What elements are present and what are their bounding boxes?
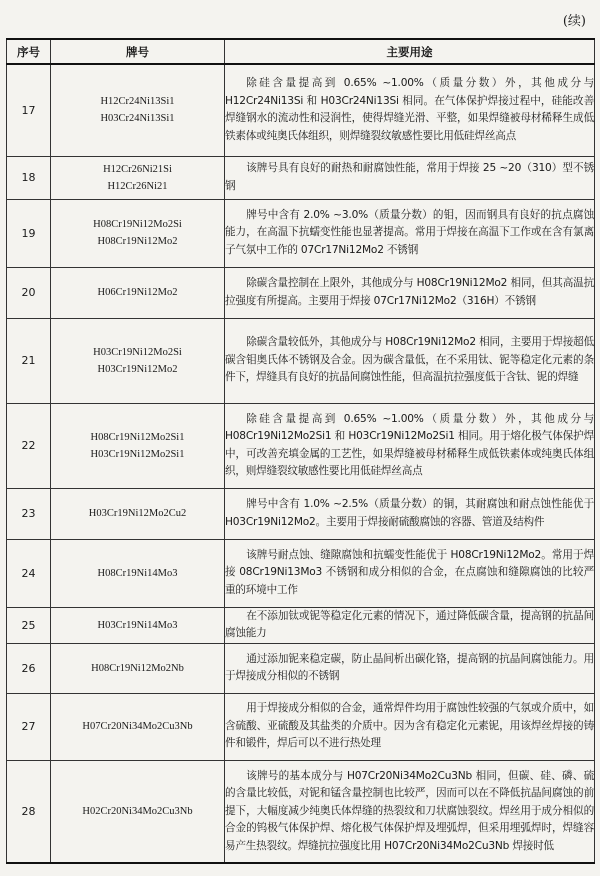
row-number: 26 [7, 643, 51, 693]
header-no: 序号 [7, 39, 51, 64]
grade-cell [51, 643, 225, 693]
usage-cell [225, 318, 595, 403]
usage-cell [225, 267, 595, 318]
table-row [7, 403, 595, 488]
usage-text: 除硅含量提高到 0.65% ~1.00%（质量分数）外，其他成分与H08Cr19Ni12Mo2Si1 和 H03Cr19Ni12Mo2Si1 相同。用于熔化极气体保护焊中，可改善充填金属的工艺性，如果焊缝被母材稀释生成低铁素体或纯奥氏体组织，则焊缝裂纹敏感性要比用低硅焊丝高点 [225, 412, 594, 477]
usage-cell [225, 64, 595, 156]
grade-name: H12Cr26Ni21Si [103, 163, 172, 175]
table-row [7, 539, 595, 607]
usage-cell [225, 488, 595, 539]
row-number: 25 [7, 607, 51, 643]
table-row [7, 199, 595, 267]
header-use: 主要用途 [225, 39, 595, 64]
header-grade: 牌号 [51, 39, 225, 64]
grade-cell [51, 693, 225, 760]
grade-name: H08Cr19Ni12Mo2Si1 [90, 431, 185, 443]
welding-wire-table [6, 38, 595, 864]
grade-name: H08Cr19Ni12Mo2Si [93, 219, 182, 230]
grade-name: H08Cr19Ni12Mo2Nb [91, 662, 184, 674]
grade-name: H03Cr24Ni13Si1 [100, 113, 175, 125]
grade-cell [51, 607, 225, 643]
grade-name: H12Cr26Ni21 [107, 180, 168, 192]
grade-cell [51, 199, 225, 267]
row-number: 22 [7, 403, 51, 488]
table-row [7, 760, 595, 863]
table-row [7, 318, 595, 403]
grade-name: H12Cr24Ni13Si1 [100, 96, 175, 108]
usage-text: 通过添加铌来稳定碳，防止晶间析出碳化铬，提高钢的抗晶间腐蚀能力。用于焊接成分相似的不锈钢 [225, 652, 594, 682]
usage-cell [225, 199, 595, 267]
grade-name: H03Cr19Ni12Mo2Cu2 [88, 508, 187, 519]
row-number: 20 [7, 267, 51, 318]
row-number: 24 [7, 539, 51, 607]
row-number: 28 [7, 760, 51, 863]
usage-text: 该牌号耐点蚀、缝隙腐蚀和抗蠕变性能优于 H08Cr19Ni12Mo2。常用于焊接 08Cr19Ni13Mo3 不锈钢和成分相似的合金，在点腐蚀和缝隙腐蚀的比较严重的环境中工作 [225, 548, 594, 596]
usage-cell [225, 607, 595, 643]
usage-text: 在不添加钛或铌等稳定化元素的情况下，通过降低碳含量，提高钢的抗晶间腐蚀能力 [225, 609, 594, 639]
row-number: 23 [7, 488, 51, 539]
usage-text: 该牌号具有良好的耐热和耐腐蚀性能，常用于焊接 25 ~20（310）型不锈钢 [225, 162, 594, 192]
grade-name: H03Cr19Ni12Mo2Si1 [90, 448, 185, 460]
row-number: 27 [7, 693, 51, 760]
usage-text: 用于焊接成分相似的合金，通常焊件均用于腐蚀性较强的气氛或介质中，如含硫酸、亚硫酸及其盐类的介质中。因为含有稳定化元素铌，用该焊丝焊接的铸件和锻件，焊后可以不进行热处理 [225, 702, 594, 750]
table-row [7, 643, 595, 693]
usage-cell [225, 693, 595, 760]
row-number: 19 [7, 199, 51, 267]
grade-cell [51, 488, 225, 539]
grade-name: H07Cr20Ni34Mo2Cu3Nb [82, 721, 193, 732]
grade-cell [51, 267, 225, 318]
grade-cell [51, 760, 225, 863]
grade-name: H03Cr19Ni14Mo3 [97, 619, 178, 631]
grade-cell [51, 403, 225, 488]
row-number: 21 [7, 318, 51, 403]
usage-cell [225, 539, 595, 607]
table-row [7, 488, 595, 539]
table-row [7, 693, 595, 760]
table-header-row [7, 39, 595, 64]
usage-cell [225, 760, 595, 863]
grade-cell [51, 539, 225, 607]
grade-name: H03Cr19Ni12Mo2Si [93, 346, 182, 358]
grade-name: H08Cr19Ni12Mo2 [97, 236, 178, 247]
usage-text: 除碳含量较低外，其他成分与 H08Cr19Ni12Mo2 相同，主要用于焊接超低碳含钼奥氏体不锈钢及合金。因为碳含量低，在不采用钛、铌等稳定化元素的条件下，焊缝具有良好的抗晶间腐蚀性能，但高温抗拉强度低于含钛、铌的焊缝 [225, 336, 594, 384]
usage-text: 除硅含量提高到 0.65% ~1.00%（质量分数）外，其他成分与H12Cr24Ni13Si 和 H03Cr24Ni13Si 相同。在气体保护焊接过程中，硅能改善焊缝钢水的流动性和浸润性，使得焊缝光滑、平整，如果焊缝被母材稀释生成低铁素体或纯奥氏体组织，则焊缝裂纹敏感性要比用低硅焊丝高点 [225, 77, 594, 142]
usage-text: 牌号中含有 2.0% ~3.0%（质量分数）的钼，因而钢具有良好的抗点腐蚀能力，在高温下抗蠕变性能也显著提高。常用于焊接在高温下工作或在含有氯离子气氛中工作的 07Cr17Ni12Mo2 不锈钢 [225, 208, 594, 256]
grade-name: H03Cr19Ni12Mo2 [97, 363, 178, 375]
grade-cell [51, 156, 225, 199]
grade-name: H02Cr20Ni34Mo2Cu3Nb [82, 805, 193, 817]
grade-cell [51, 64, 225, 156]
usage-text: 牌号中含有 1.0% ~2.5%（质量分数）的铜，其耐腐蚀和耐点蚀性能优于 H03Cr19Ni12Mo2。主要用于焊接耐硫酸腐蚀的容器、管道及结构件 [225, 498, 594, 528]
grade-name: H06Cr19Ni12Mo2 [97, 287, 178, 298]
table-row [7, 156, 595, 199]
table-row [7, 64, 595, 156]
usage-text: 除碳含量控制在上限外，其他成分与 H08Cr19Ni12Mo2 相同，但其高温抗拉强度有所提高。主要用于焊接 07Cr17Ni12Mo2（316H）不锈钢 [225, 277, 594, 307]
row-number: 17 [7, 64, 51, 156]
grade-cell [51, 318, 225, 403]
usage-cell [225, 156, 595, 199]
continued-label: (续) [562, 14, 586, 29]
usage-cell [225, 643, 595, 693]
usage-cell [225, 403, 595, 488]
table-row [7, 267, 595, 318]
usage-text: 该牌号的基本成分与 H07Cr20Ni34Mo2Cu3Nb 相同，但碳、硅、磷、硫的含量比较低，对铌和锰含量控制也比较严，因而可以在不降低抗晶间腐蚀的前提下，大幅度减少纯奥氏体焊缝的热裂纹和刀状腐蚀裂纹。焊丝用于成分相似的合金的钨极气体保护焊、熔化极气体保护焊及埋弧焊，但采用埋弧焊时，焊缝容易产生热裂纹。焊缝抗拉强度比用 H07Cr20Ni34Mo2Cu3Nb 焊接时低 [225, 769, 594, 852]
grade-name: H08Cr19Ni14Mo3 [97, 567, 178, 579]
row-number: 18 [7, 156, 51, 199]
table-row [7, 607, 595, 643]
